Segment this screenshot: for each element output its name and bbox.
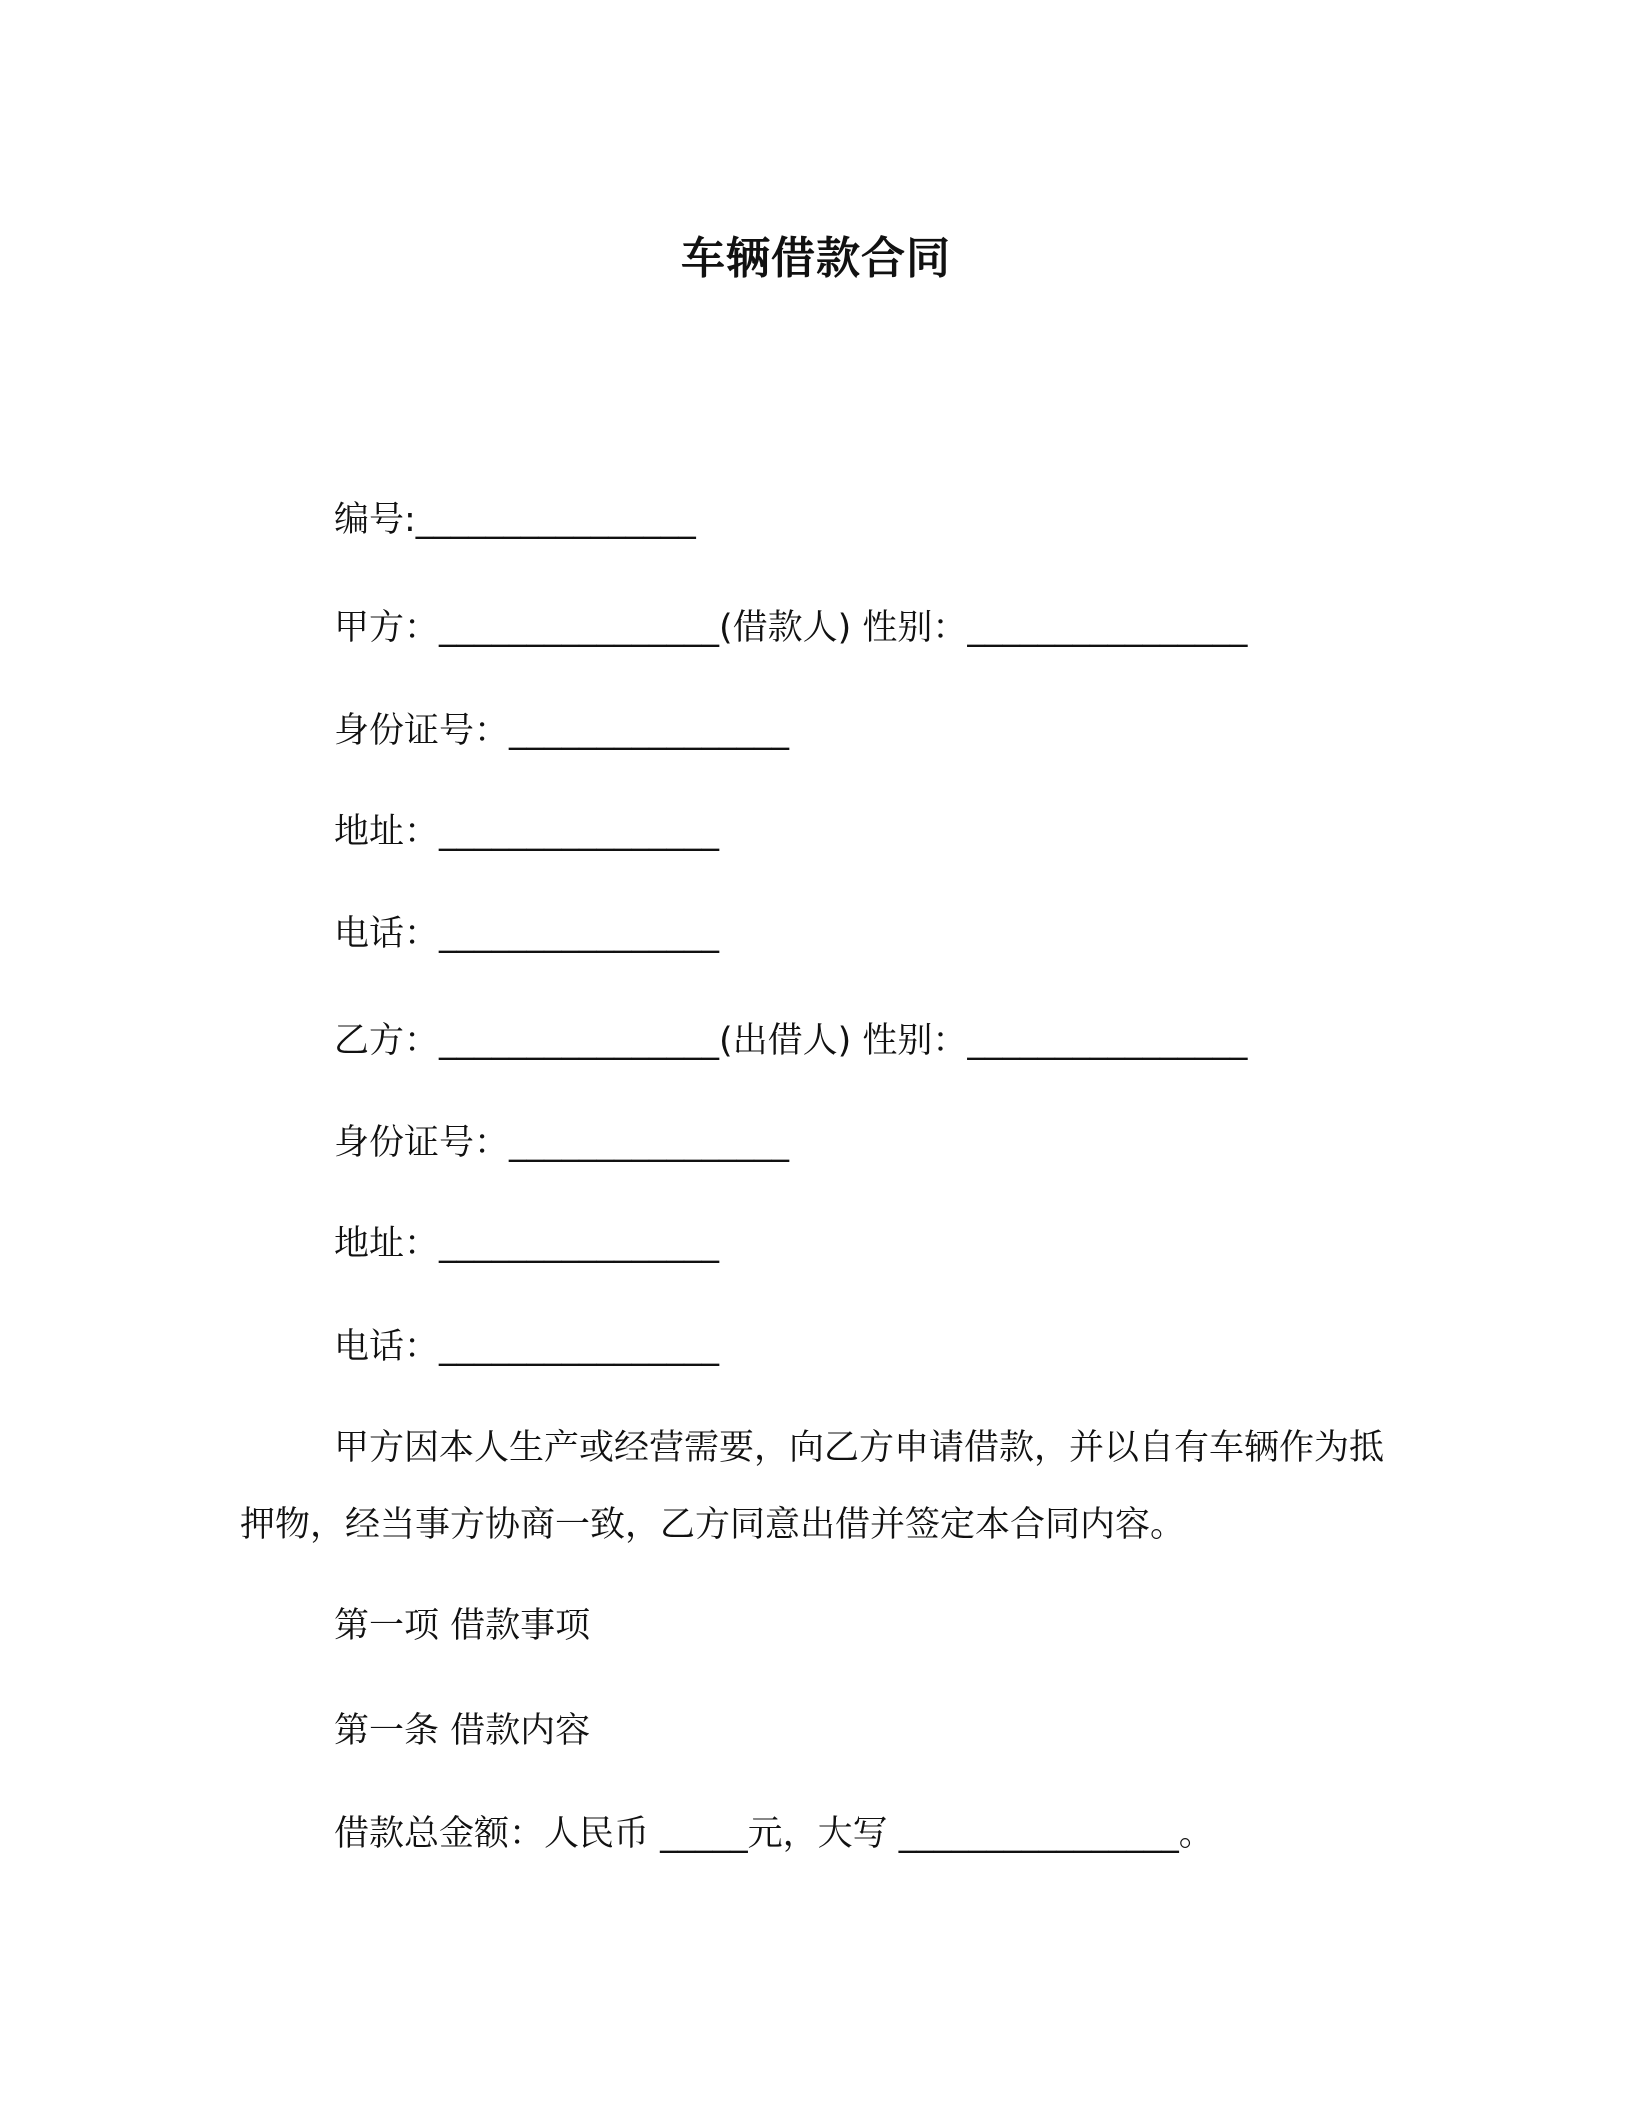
article-heading: 第一条 借款内容 (334, 1711, 591, 1751)
party-a-phone: 电话：________________ (334, 914, 720, 954)
party-b-id-number: 身份证号：________________ (334, 1123, 790, 1163)
party-a-id-number: 身份证号：________________ (334, 711, 790, 751)
loan-amount-line: 借款总金额：人民币 _____元，大写 ________________。 (334, 1814, 1214, 1854)
party-a-address: 地址：________________ (334, 812, 720, 852)
party-b-line: 乙方：________________(出借人) 性别：________________ (334, 1021, 1248, 1061)
document-title: 车辆借款合同 (681, 233, 951, 284)
party-b-address: 地址：________________ (334, 1224, 720, 1264)
party-b-phone: 电话：________________ (334, 1327, 720, 1367)
intro-paragraph: 甲方因本人生产或经营需要，向乙方申请借款，并以自有车辆作为抵押物，经当事方协商一致，乙方同意出借并签定本合同内容。 (240, 1428, 1385, 1545)
section-heading: 第一项 借款事项 (334, 1606, 591, 1646)
contract-number-field: 编号:________________ (334, 500, 696, 540)
party-a-line: 甲方：________________(借款人) 性别：________________ (334, 608, 1248, 648)
